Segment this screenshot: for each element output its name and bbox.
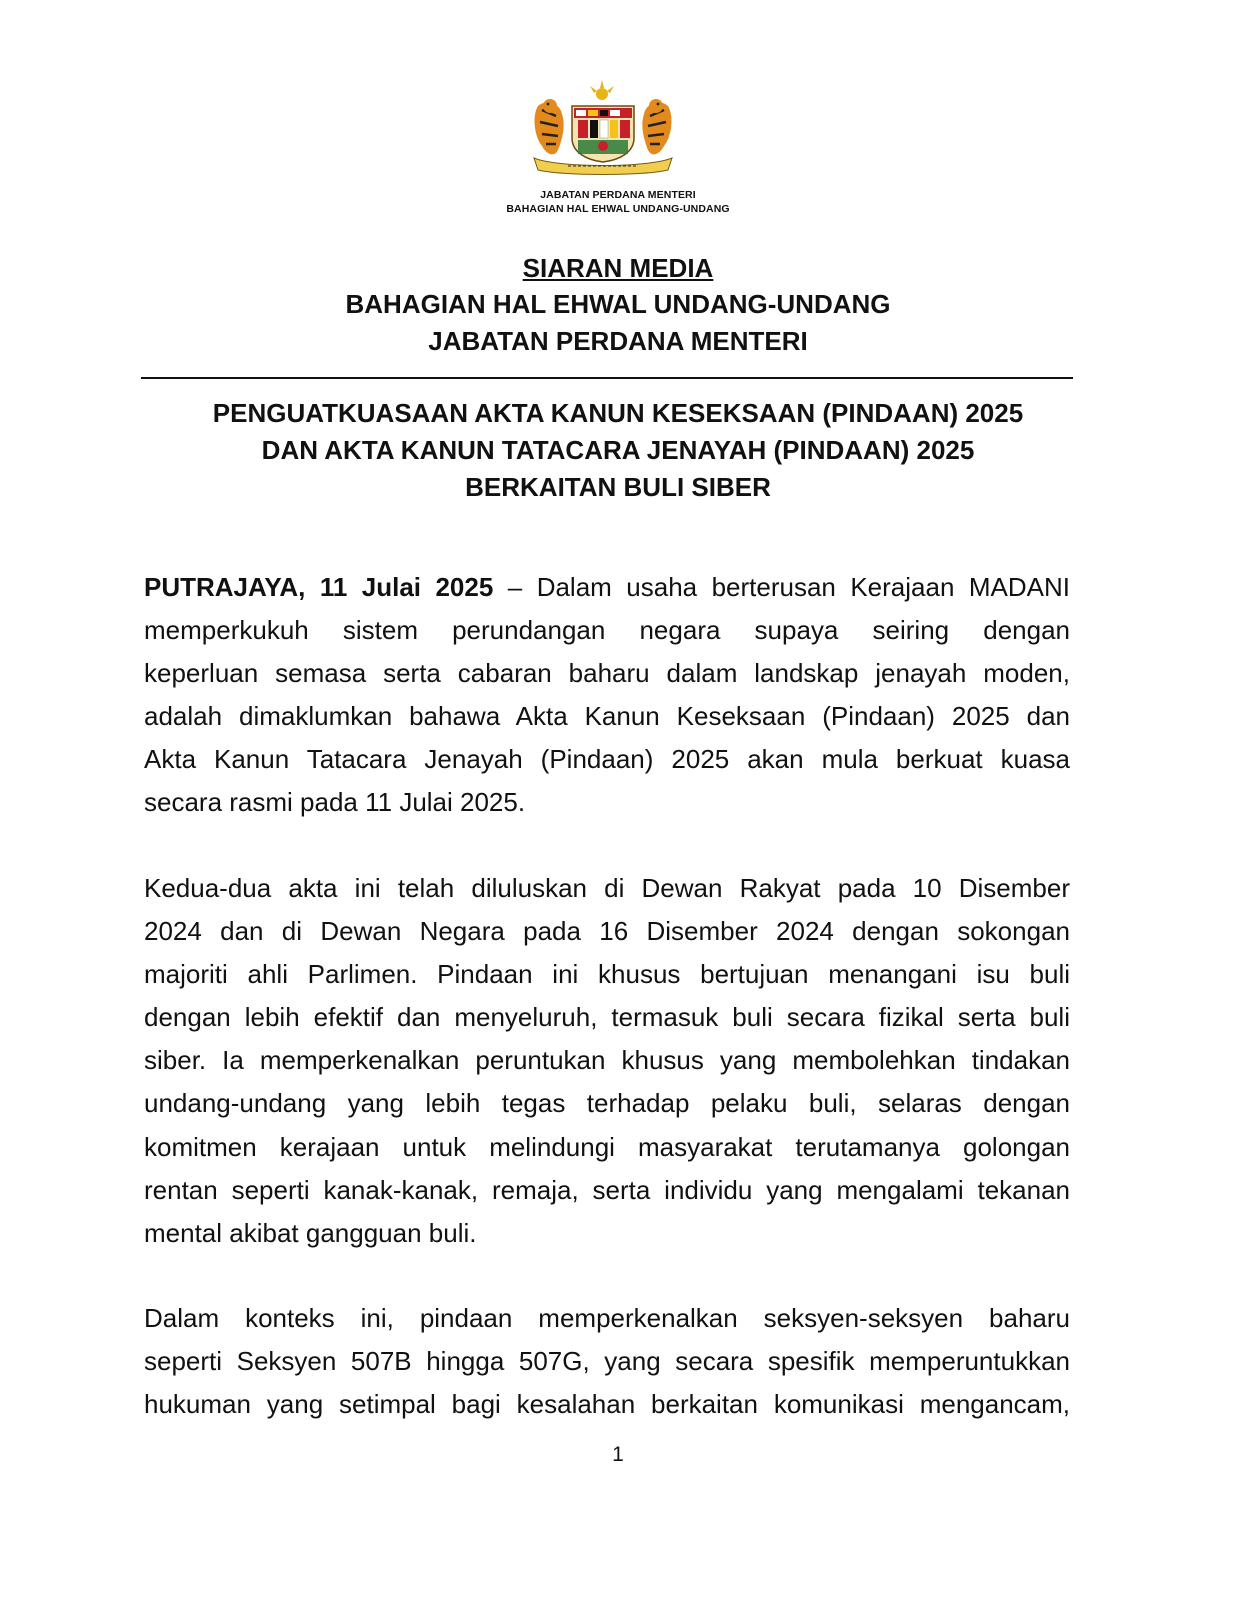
siaran-media-heading: SIARAN MEDIA	[522, 253, 714, 283]
paragraph-line: hukuman yang setimpal bagi kesalahan berkaitan komunikasi mengancam,	[144, 1389, 1070, 1420]
malaysia-coat-of-arms-icon	[528, 76, 678, 176]
paragraph-line: Dalam konteks ini, pindaan memperkenalkan seksyen-seksyen baharu	[144, 1303, 1070, 1333]
department-heading: BAHAGIAN HAL EHWAL UNDANG-UNDANG	[345, 289, 891, 319]
paragraph-3	[144, 1297, 1070, 1426]
page-number: 1	[612, 1443, 624, 1466]
paragraph-line: secara rasmi pada 11 Julai 2025.	[144, 787, 526, 818]
crest-caption-line2: BAHAGIAN HAL EHWAL UNDANG-UNDANG	[506, 203, 730, 215]
paragraph-line: komitmen kerajaan untuk melindungi masyarakat terutamanya golongan	[144, 1131, 1070, 1162]
paragraph-line: 2024 dan di Dewan Negara pada 16 Disember 2024 dengan sokongan	[144, 916, 1070, 947]
header-divider	[141, 377, 1073, 379]
ministry-heading: JABATAN PERDANA MENTERI	[428, 326, 808, 356]
title-line-1: PENGUATKUASAAN AKTA KANUN KESEKSAAN (PINDAAN) 2025	[212, 398, 1024, 428]
paragraph-line: adalah dimaklumkan bahawa Akta Kanun Keseksaan (Pindaan) 2025 dan	[144, 701, 1070, 732]
paragraph-line: majoriti ahli Parlimen. Pindaan ini khusus bertujuan menangani isu buli	[144, 959, 1070, 990]
dateline: PUTRAJAYA, 11 Julai 2025	[144, 572, 494, 602]
paragraph-line: siber. Ia memperkenalkan peruntukan khusus yang membolehkan tindakan	[144, 1045, 1070, 1076]
paragraph-text: – Dalam usaha berterusan Kerajaan MADANI	[493, 572, 1070, 602]
title-line-2: DAN AKTA KANUN TATACARA JENAYAH (PINDAAN) 2025	[261, 435, 975, 465]
paragraph-line: mental akibat gangguan buli.	[144, 1217, 477, 1248]
paragraph-line	[144, 566, 1070, 609]
paragraph-line: seperti Seksyen 507B hingga 507G, yang secara spesifik memperuntukkan	[144, 1346, 1070, 1377]
title-line-3: BERKAITAN BULI SIBER	[465, 472, 771, 502]
paragraph-line: keperluan semasa serta cabaran baharu dalam landskap jenayah moden,	[144, 658, 1070, 689]
paragraph-1	[144, 566, 1070, 825]
paragraph-line: memperkukuh sistem perundangan negara supaya seiring dengan	[144, 615, 1070, 646]
paragraph-line: dengan lebih efektif dan menyeluruh, termasuk buli secara fizikal serta buli	[144, 1002, 1070, 1033]
paragraph-line: Akta Kanun Tatacara Jenayah (Pindaan) 2025 akan mula berkuat kuasa	[144, 744, 1070, 775]
paragraph-line: Kedua-dua akta ini telah diluluskan di Dewan Rakyat pada 10 Disember	[144, 873, 1070, 903]
paragraph-2	[144, 867, 1070, 1255]
paragraph-line: undang-undang yang lebih tegas terhadap pelaku buli, selaras dengan	[144, 1088, 1070, 1119]
paragraph-line: rentan seperti kanak-kanak, remaja, serta individu yang mengalami tekanan	[144, 1174, 1070, 1205]
crest-caption-line1: JABATAN PERDANA MENTERI	[540, 189, 696, 201]
